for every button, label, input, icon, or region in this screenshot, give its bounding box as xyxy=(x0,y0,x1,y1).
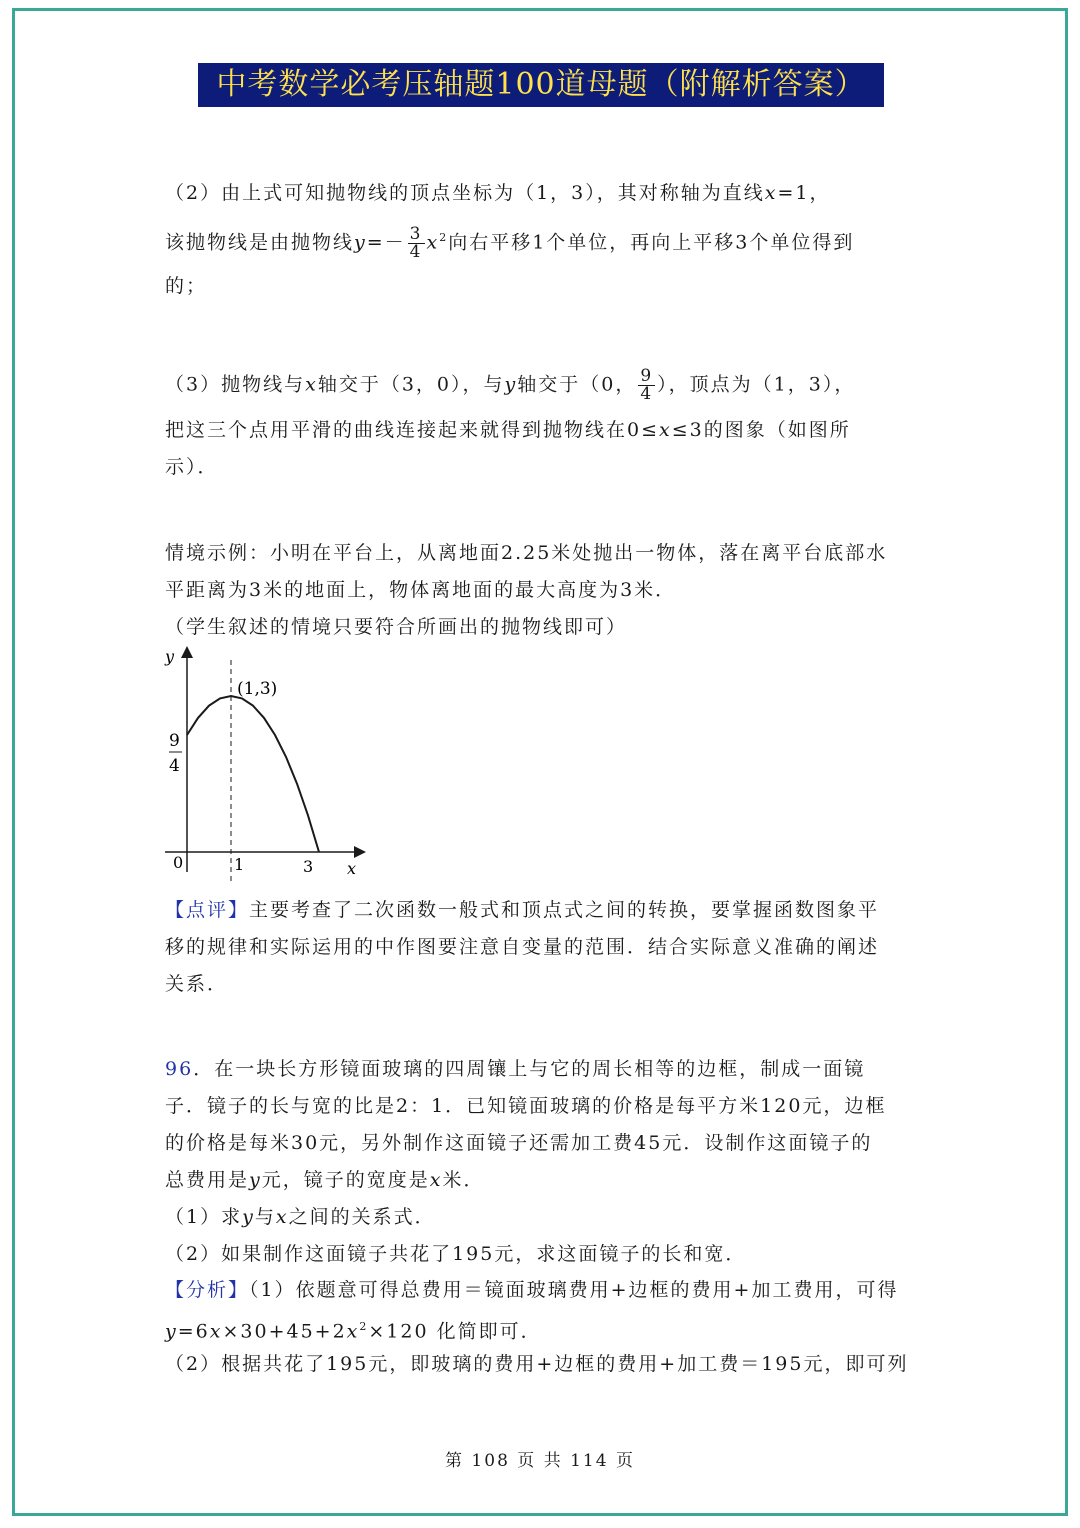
x-tick-label: 0 xyxy=(173,853,184,872)
y-axis-label: y xyxy=(165,647,175,666)
text-line: 的价格是每米30元，另外制作这面镜子还需加工费45元．设制作这面镜子的 xyxy=(165,1132,873,1154)
fraction: $\frac{3}{4}$ xyxy=(409,224,423,262)
text-line: 关系． xyxy=(165,973,229,995)
fraction: $\frac{9}{4}$ xyxy=(640,366,654,404)
text-line: 示）． xyxy=(165,456,219,478)
y-tick-denominator: 4 xyxy=(169,756,180,776)
text-line: （1）求y与x之间的关系式． xyxy=(165,1206,436,1228)
x-tick-label: 3 xyxy=(303,857,314,876)
text-line: （2）由上式可知抛物线的顶点坐标为（1，3），其对称轴为直线x=1， xyxy=(165,182,831,204)
text-line: 情境示例：小明在平台上，从离地面2.25米处抛出一物体，落在离平台底部水 xyxy=(165,542,888,564)
x-tick-label: 1 xyxy=(234,855,245,874)
text-line: $y=6x\times 30+45+2x^2\times 120$ 化简即可． xyxy=(165,1320,542,1343)
text-line: 【点评】主要考查了二次函数一般式和顶点式之间的转换，要掌握函数图象平 xyxy=(165,899,880,921)
question-number: 96 xyxy=(165,1058,194,1080)
text-line: 【分析】（1）依题意可得总费用＝镜面玻璃费用+边框的费用+加工费用，可得 xyxy=(165,1279,899,1301)
text-line: 的； xyxy=(165,275,208,297)
comment-tag: 【点评】 xyxy=(165,899,250,921)
text-line: 把这三个点用平滑的曲线连接起来就得到抛物线在0≤x≤3的图象（如图所 xyxy=(165,419,851,441)
text-line: 总费用是y元，镜子的宽度是x米． xyxy=(165,1169,485,1191)
parabola-chart xyxy=(155,640,375,890)
text-line: （学生叙述的情境只要符合所画出的抛物线即可） xyxy=(165,616,628,638)
text-line: 该抛物线是由抛物线y=－ $\frac{3}{4}$ $x^2$向右平移1个单位，再向上平移3个单位得到 xyxy=(165,224,855,262)
y-tick-numerator: 9 xyxy=(169,731,180,751)
x-axis-label: x xyxy=(347,859,357,878)
text-line: 96．在一块长方形镜面玻璃的四周镶上与它的周长相等的边框，制成一面镜 xyxy=(165,1058,866,1080)
text-line: 子．镜子的长与宽的比是2：1．已知镜面玻璃的价格是每平方米120元，边框 xyxy=(165,1095,887,1117)
page-footer: 第 108 页 共 114 页 xyxy=(445,1451,635,1471)
text-line: 平距离为3米的地面上，物体离地面的最大高度为3米． xyxy=(165,579,677,601)
text-line: （2）如果制作这面镜子共花了195元，求这面镜子的长和宽． xyxy=(165,1243,747,1265)
text-line: （2）根据共花了195元，即玻璃的费用+边框的费用+加工费＝195元，即可列 xyxy=(165,1353,909,1375)
text-line: 移的规律和实际运用的中作图要注意自变量的范围．结合实际意义准确的阐述 xyxy=(165,936,880,958)
analysis-tag: 【分析】 xyxy=(165,1279,250,1301)
text-line: （3）抛物线与x轴交于（3，0），与y轴交于（0， $\frac{9}{4}$ ），顶点为（1，3）， xyxy=(165,366,856,404)
parabola-curve xyxy=(187,696,319,852)
vertex-label: (1,3) xyxy=(237,679,278,699)
page-title: 中考数学必考压轴题100道母题（附解析答案） xyxy=(198,63,884,107)
